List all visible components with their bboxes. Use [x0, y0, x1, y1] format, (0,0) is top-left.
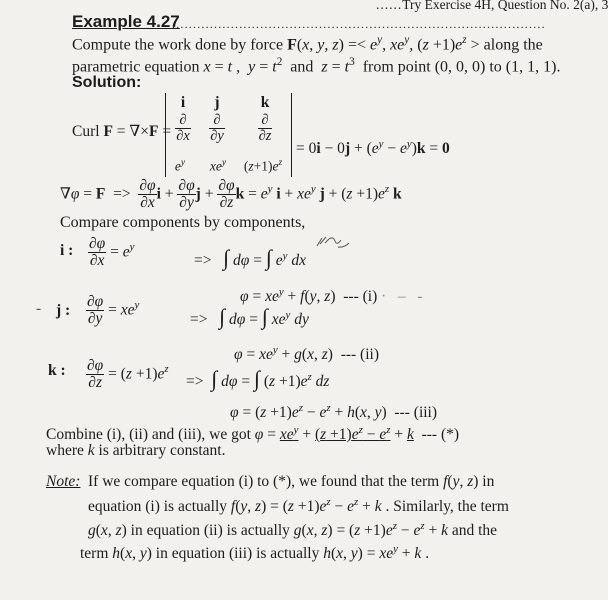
- k-integral: => ∫ dφ = ∫ $(z +1)e^z$ dz: [186, 366, 330, 391]
- problem-line-1: Compute the work done by force F(x, y, $z) =< e^y$, $xe^y$, $(z +1)e^z$ > along the: [72, 34, 543, 54]
- example-title: Example 4.27: [72, 12, 180, 31]
- det-i: i: [180, 94, 186, 111]
- handwritten-scribble-mark: [314, 234, 352, 257]
- header-note: ......Try Exercise 4H, Question No. 2(a), 3: [376, 0, 608, 12]
- note-line-3: g(x, z) in equation (ii) is actually g(x, $z) = (z +1)e^z - e^z + k$ and the: [88, 520, 498, 540]
- k-label: k :: [48, 362, 66, 379]
- curl-lhs: Curl F = ∇×F =: [72, 123, 172, 140]
- i-label: i :: [60, 242, 74, 259]
- solution-label: Solution:: [72, 74, 142, 91]
- i-equation: $\frac{\partial\varphi}{\partial x}$ = $e^y$: [89, 235, 135, 270]
- det-d-dz: $\frac{\partial}{\partial z}$: [258, 112, 272, 145]
- det-j: j: [214, 94, 220, 111]
- det-ey: $e^y$: [174, 158, 186, 174]
- gradient-equation: ∇φ = F => $\frac{\partial\varphi}{\partial x}$ i + $\frac{\partial\varphi}{\partial y}$ j + $\frac{\partial\varphi}{\partial z}$ $k = e^y$ $i + xe^y$ $j + (z +1)e^z$ k: [60, 177, 402, 212]
- note-line-2: equation (i) is actually f(y, $z) = (z +1)e^z - e^z + k$ . Similarly, the term: [88, 496, 509, 516]
- det-d-dx: $\frac{\partial}{\partial x}$: [176, 112, 190, 145]
- det-z1ez: $(z+1)e^z$: [243, 158, 283, 174]
- combine-line-2: where k is arbitrary constant.: [46, 442, 226, 459]
- curl-result: = $0i - 0j + (e^y - e^y)k = 0$: [296, 138, 450, 158]
- j-result: $\varphi = xe^y + g(x$, z) --- (ii): [234, 344, 379, 364]
- problem-line-2: parametric equation x = t , $y = t^2$ and $z = t^3$ from point (0, 0, 0) to (1, 1, 1).: [72, 56, 561, 76]
- j-equation: $\frac{\partial\varphi}{\partial y}$ = $xe^y$: [87, 293, 140, 328]
- compare-text: Compare components by components,: [60, 214, 306, 231]
- det-k: k: [260, 94, 270, 111]
- j-integral: => ∫ dφ = ∫ $xe^y$ dy: [190, 304, 309, 329]
- det-xey: $xe^y$: [209, 158, 227, 174]
- note-line-1: If we compare equation (i) to (*), we found that the term f(y, z) in: [88, 473, 495, 490]
- i-integral: => ∫ dφ = ∫ $e^y$ dx: [194, 245, 306, 270]
- det-d-dy: $\frac{\partial}{\partial y}$: [210, 112, 224, 145]
- note-label: Note:: [46, 473, 81, 490]
- j-dash-mark: -: [36, 300, 42, 317]
- j-label: j :: [56, 302, 71, 319]
- i-result: $\varphi = xe^y + f(y$, z) --- (i) · – -: [240, 286, 423, 306]
- combine-line-1: Combine (i), (ii) and (iii), we got $\varphi = xe^y + (z +1)e^z - e^z + k$ --- (*): [46, 424, 460, 444]
- k-result: $\varphi = (z +1)e^z - e^z + h(x$, y) --- (iii): [230, 402, 438, 422]
- k-equation: $\frac{\partial\varphi}{\partial z}$ = $(z +1)e^z$: [87, 357, 169, 392]
- title-leader-dots: .........................................................................................: [172, 17, 546, 31]
- note-line-4: term h(x, y) in equation (iii) is actually h(x, $y) = xe^y + k$ .: [80, 543, 430, 563]
